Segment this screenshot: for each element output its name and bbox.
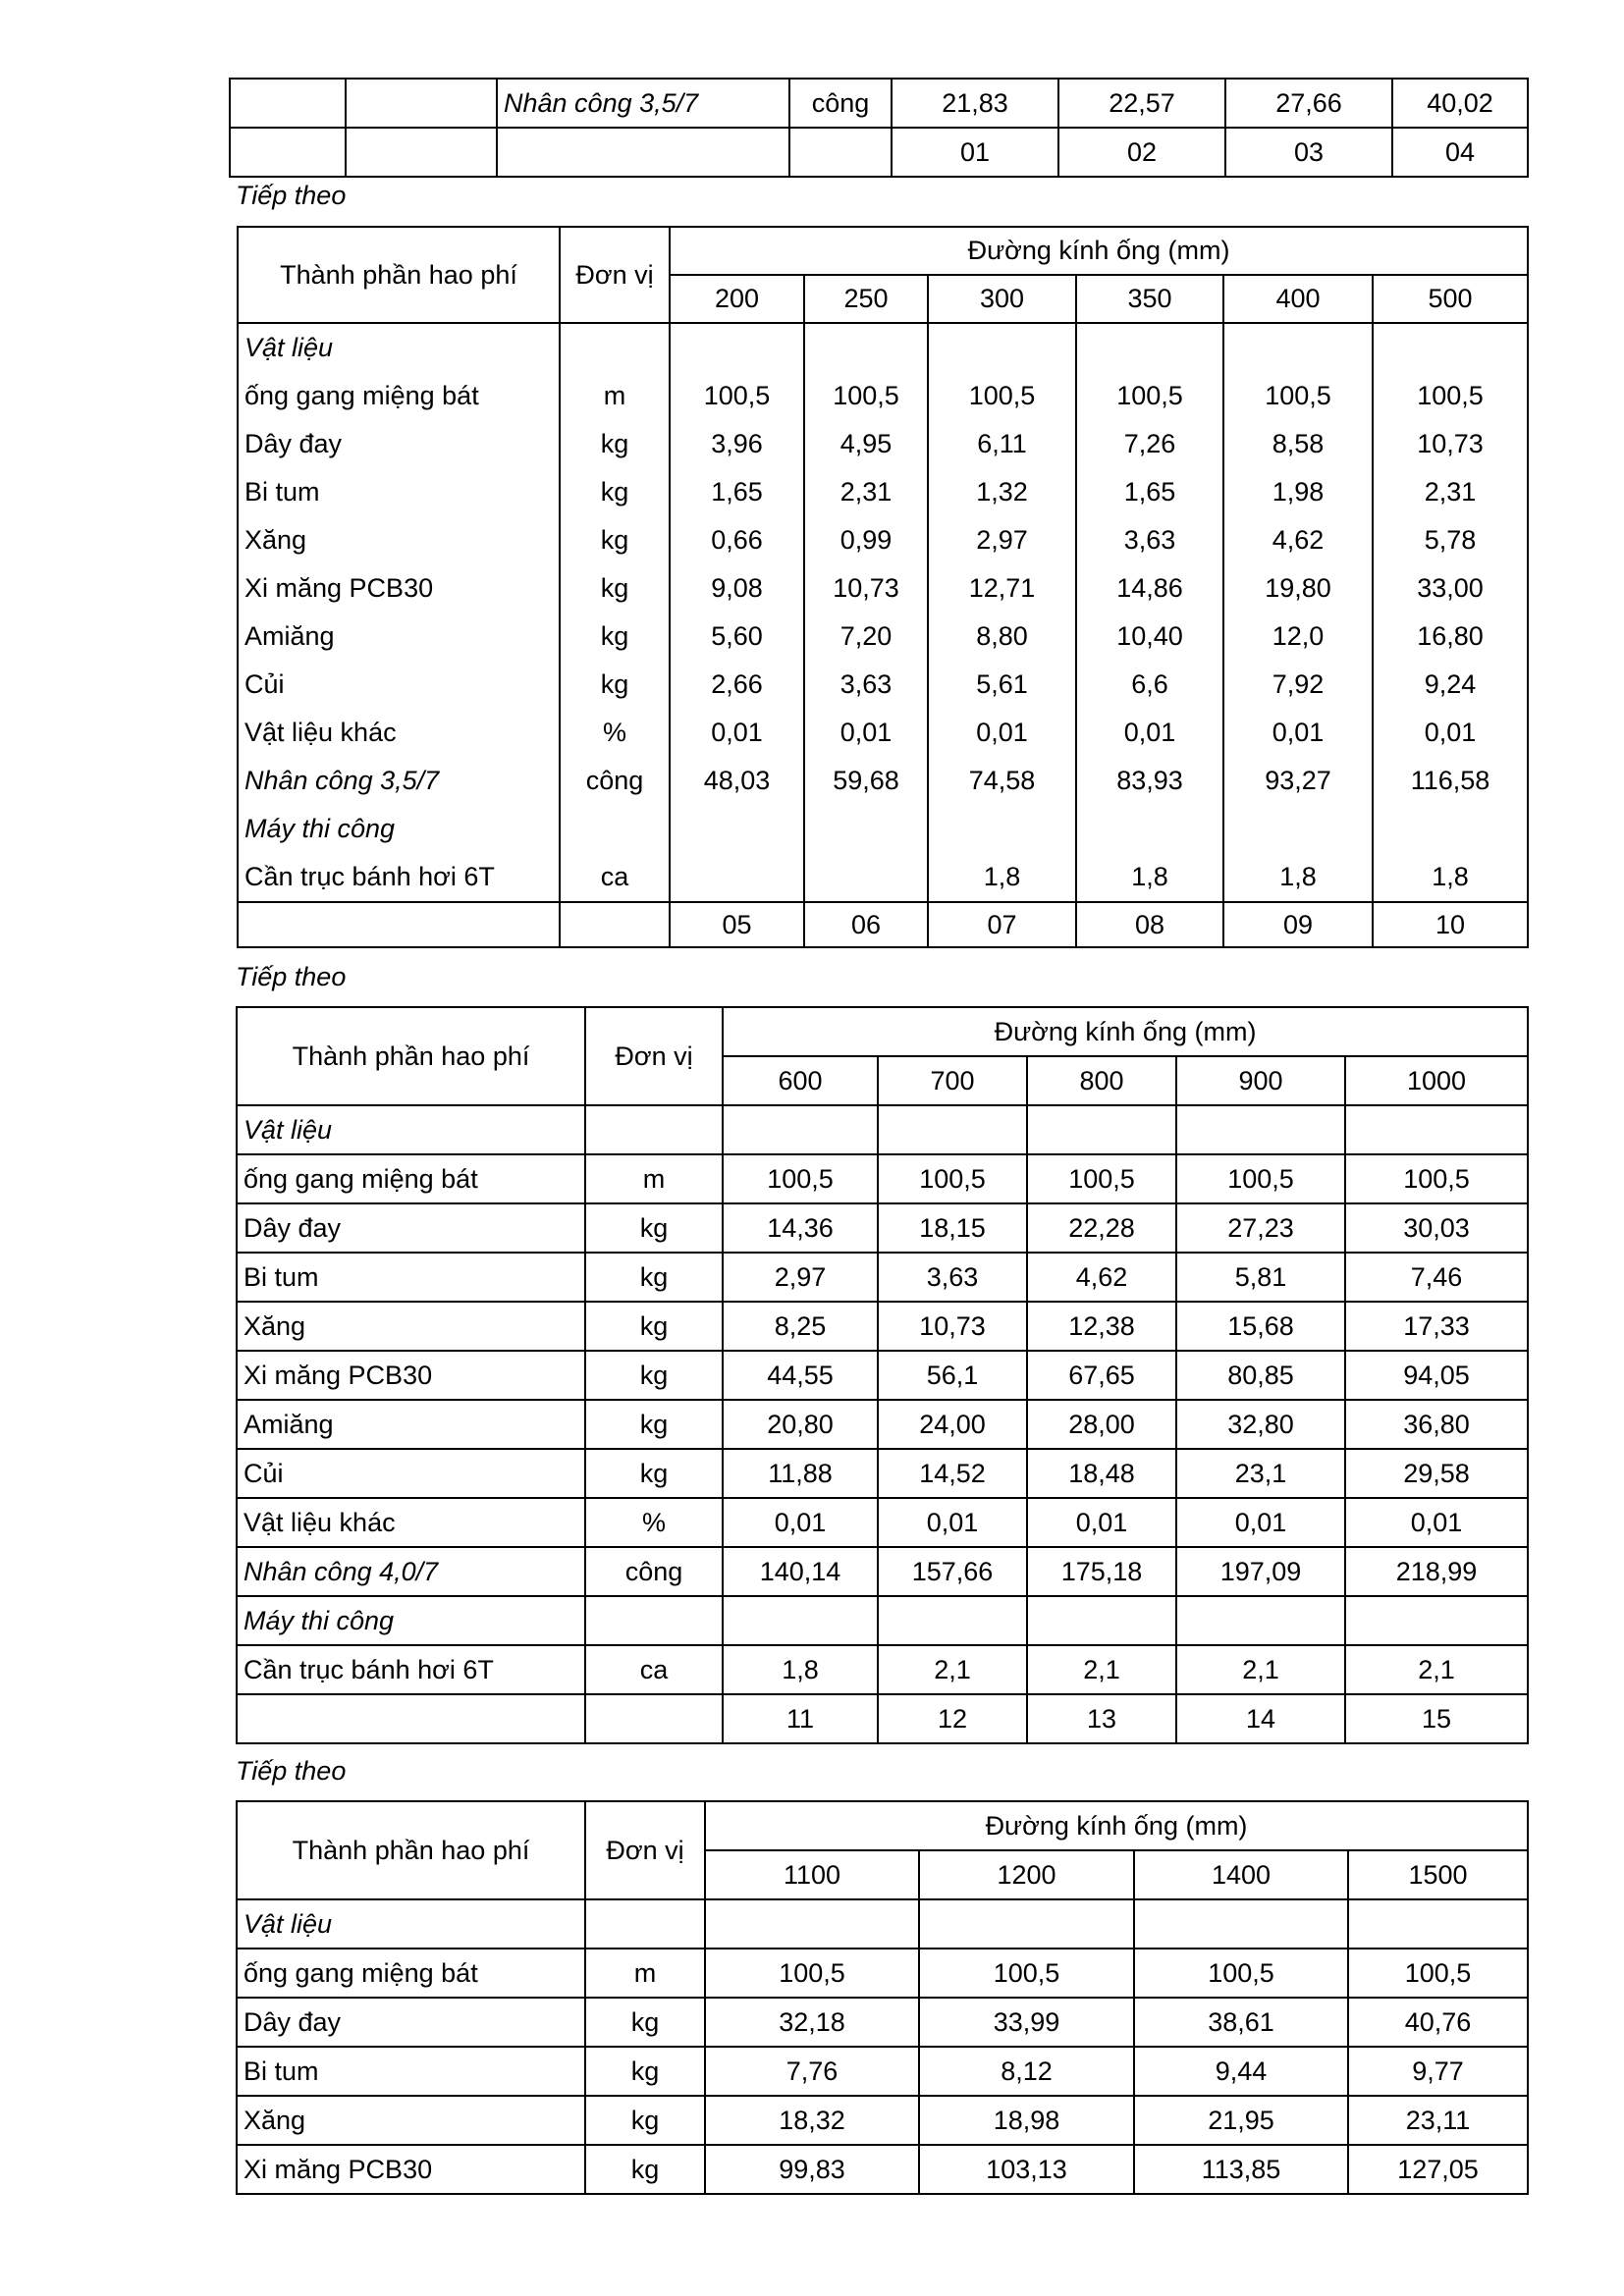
- cell-value: 100,5: [1176, 1154, 1345, 1203]
- row-name: Máy thi công: [244, 814, 396, 843]
- header-unit: Đơn vị: [585, 1801, 705, 1899]
- values-column: [928, 323, 1076, 902]
- cell-value: 6,6: [1131, 669, 1168, 699]
- cell-value: [1027, 1105, 1176, 1154]
- cell-value: [1348, 1899, 1528, 1949]
- code-cell: 12: [878, 1694, 1027, 1743]
- cell-value: 74,58: [968, 766, 1036, 795]
- cell-value: 56,1: [878, 1351, 1027, 1400]
- table-row: [237, 1547, 1528, 1596]
- header-unit: Đơn vị: [585, 1007, 723, 1105]
- cell-value: 3,63: [839, 669, 893, 699]
- values-column: [1076, 323, 1223, 902]
- row-unit: kg: [600, 669, 629, 699]
- cell-value: 100,5: [1417, 381, 1484, 410]
- table-row: [237, 2096, 1528, 2145]
- cell-value: 12,0: [1272, 621, 1325, 651]
- table-row: [237, 1302, 1528, 1351]
- cell-value: 2,97: [976, 525, 1028, 555]
- code-cell: 10: [1373, 902, 1528, 947]
- table-body: [238, 323, 1528, 947]
- cell-value: 8,25: [723, 1302, 878, 1351]
- row-name: Dây đay: [244, 429, 343, 458]
- cell-value: 21,83: [892, 79, 1058, 128]
- code-cell: 07: [928, 902, 1076, 947]
- row-unit: ca: [585, 1645, 723, 1694]
- cell-value: 12,38: [1027, 1302, 1176, 1351]
- cell-value: 23,1: [1176, 1449, 1345, 1498]
- row-unit: m: [585, 1154, 723, 1203]
- cell-value: 103,13: [919, 2145, 1134, 2194]
- row-name: Dây đay: [237, 1203, 585, 1253]
- continued-label: Tiếp theo: [236, 962, 347, 991]
- cell-value: 3,63: [1123, 525, 1176, 555]
- units-column: [560, 323, 670, 902]
- row-name: Vật liệu khác: [244, 718, 397, 747]
- row-unit: kg: [585, 1998, 705, 2047]
- cell-value: 2,97: [723, 1253, 878, 1302]
- cell-value: 12,71: [968, 573, 1036, 603]
- row-name: Xăng: [244, 525, 307, 555]
- body-block: [238, 323, 1528, 902]
- row-name: Xi măng PCB30: [237, 2145, 585, 2194]
- cell-value: 1,8: [723, 1645, 878, 1694]
- values-column: [1373, 323, 1528, 902]
- row-name: Cần trục bánh hơi 6T: [244, 862, 495, 891]
- diameter-cell: 1100: [705, 1850, 919, 1899]
- table-row: [237, 1203, 1528, 1253]
- row-name: Bi tum: [237, 1253, 585, 1302]
- values-column: [804, 323, 928, 902]
- row-unit: kg: [600, 621, 629, 651]
- cell-value: 4,62: [1027, 1253, 1176, 1302]
- cell-value: [1345, 1596, 1528, 1645]
- diameter-cell: 1200: [919, 1850, 1134, 1899]
- code-cell: 15: [1345, 1694, 1528, 1743]
- diameter-cell: 1000: [1345, 1056, 1528, 1105]
- cell-value: 1,8: [1279, 862, 1317, 891]
- cell-value: 4,62: [1272, 525, 1325, 555]
- row-name: Củi: [244, 669, 285, 699]
- row-unit: [585, 1105, 723, 1154]
- row-name: ống gang miệng bát: [237, 1154, 585, 1203]
- cell-value: 30,03: [1345, 1203, 1528, 1253]
- cell-value: 67,65: [1027, 1351, 1176, 1400]
- cell-value: 9,77: [1348, 2047, 1528, 2096]
- code-row: [238, 902, 1528, 947]
- cell-value: 6,11: [977, 429, 1027, 458]
- cell-value: 94,05: [1345, 1351, 1528, 1400]
- cell-value: [1027, 1596, 1176, 1645]
- cell-value: [1176, 1105, 1345, 1154]
- cell-value: 1,98: [1272, 477, 1325, 507]
- row-unit: %: [585, 1498, 723, 1547]
- cell-value: 218,99: [1345, 1547, 1528, 1596]
- cell-value: 28,00: [1027, 1400, 1176, 1449]
- table-row: [237, 2047, 1528, 2096]
- cell-value: 33,00: [1417, 573, 1484, 603]
- cell-value: 7,46: [1345, 1253, 1528, 1302]
- diameter-cell: 900: [1176, 1056, 1345, 1105]
- cell-value: 83,93: [1116, 766, 1183, 795]
- diameter-cell: 1500: [1348, 1850, 1528, 1899]
- diameter-cell: 350: [1076, 275, 1223, 323]
- cell-value: 8,12: [919, 2047, 1134, 2096]
- cell-value: 33,99: [919, 1998, 1134, 2047]
- cell-value: 0,01: [1345, 1498, 1528, 1547]
- row-name: Vật liệu: [237, 1105, 585, 1154]
- row-name: Bi tum: [237, 2047, 585, 2096]
- cell-value: 127,05: [1348, 2145, 1528, 2194]
- header-component: Thành phần hao phí: [238, 227, 560, 323]
- cell-value: 59,68: [833, 766, 899, 795]
- diameter-cell: 700: [878, 1056, 1027, 1105]
- code-cell: 01: [892, 128, 1058, 177]
- cell-value: 0,01: [711, 718, 763, 747]
- cell-value: 2,1: [1345, 1645, 1528, 1694]
- cell-value: 18,32: [705, 2096, 919, 2145]
- cell-value: 100,5: [705, 1949, 919, 1998]
- diameter-cell: 250: [804, 275, 928, 323]
- values-column: [1223, 323, 1373, 902]
- table-row: [237, 1449, 1528, 1498]
- table-body: [237, 1899, 1528, 2194]
- continued-label: Tiếp theo: [236, 181, 347, 210]
- row-name: Xi măng PCB30: [237, 1351, 585, 1400]
- diameter-cell: 300: [928, 275, 1076, 323]
- cell-value: 100,5: [833, 381, 899, 410]
- row-unit: kg: [600, 477, 629, 507]
- cell-value: 116,58: [1410, 766, 1490, 795]
- cell-value: 7,26: [1123, 429, 1176, 458]
- code-cell: 02: [1058, 128, 1225, 177]
- table-row: [237, 1400, 1528, 1449]
- cell-value: 9,08: [711, 573, 763, 603]
- header-diameter: Đường kính ống (mm): [705, 1801, 1528, 1850]
- row-unit: công: [789, 79, 892, 128]
- cell-value: 21,95: [1134, 2096, 1348, 2145]
- row-unit: công: [585, 766, 644, 795]
- cell-value: [805, 853, 927, 901]
- cell-value: 20,80: [723, 1400, 878, 1449]
- code-cell: 04: [1392, 128, 1528, 177]
- cell-value: 100,5: [1116, 381, 1183, 410]
- cell-value: 22,57: [1058, 79, 1225, 128]
- cell-value: 10,40: [1116, 621, 1183, 651]
- table-diameter-600-1000: [236, 1006, 1529, 1744]
- cell-value: 14,86: [1116, 573, 1183, 603]
- code-cell: 03: [1225, 128, 1392, 177]
- row-unit: ca: [600, 862, 629, 891]
- cell-value: 10,73: [1417, 429, 1484, 458]
- table-row: [237, 1253, 1528, 1302]
- names-column: [238, 323, 560, 902]
- cell-value: 2,31: [1424, 477, 1477, 507]
- cell-value: 3,63: [878, 1253, 1027, 1302]
- cell-value: 0,01: [878, 1498, 1027, 1547]
- cell-value: 1,8: [983, 862, 1021, 891]
- table-previous-continuation: [229, 78, 1529, 178]
- diameter-cell: 400: [1223, 275, 1373, 323]
- cell-value: 18,15: [878, 1203, 1027, 1253]
- cell-value: 175,18: [1027, 1547, 1176, 1596]
- row-name: ống gang miệng bát: [244, 381, 479, 410]
- row-unit: kg: [585, 1253, 723, 1302]
- cell-value: 3,96: [711, 429, 763, 458]
- row-unit: [561, 805, 669, 853]
- cell-value: [1345, 1105, 1528, 1154]
- cell-value: 0,01: [1027, 1498, 1176, 1547]
- cell-value: 29,58: [1345, 1449, 1528, 1498]
- table-row: [237, 1105, 1528, 1154]
- row-name: Dây đay: [237, 1998, 585, 2047]
- cell-value: 17,33: [1345, 1302, 1528, 1351]
- row-unit: kg: [600, 525, 629, 555]
- cell-value: 4,95: [839, 429, 893, 458]
- diameter-cell: 1400: [1134, 1850, 1348, 1899]
- diameter-cell: 200: [670, 275, 804, 323]
- cell-value: [1134, 1899, 1348, 1949]
- row-unit: kg: [585, 1302, 723, 1351]
- cell-value: [878, 1105, 1027, 1154]
- row-name: Vật liệu: [237, 1899, 585, 1949]
- table-row: [237, 1596, 1528, 1645]
- cell-value: 10,73: [878, 1302, 1027, 1351]
- cell-value: 27,66: [1225, 79, 1392, 128]
- row-unit: m: [603, 381, 626, 410]
- cell-value: [723, 1596, 878, 1645]
- cell-value: 18,48: [1027, 1449, 1176, 1498]
- cell-value: 1,32: [976, 477, 1028, 507]
- header-diameter: Đường kính ống (mm): [670, 227, 1528, 275]
- cell-value: 100,5: [1265, 381, 1331, 410]
- header-diameter: Đường kính ống (mm): [723, 1007, 1528, 1056]
- cell-value: 2,31: [839, 477, 893, 507]
- row-name: Xăng: [237, 1302, 585, 1351]
- row-unit: kg: [585, 1449, 723, 1498]
- cell-value: 8,58: [1272, 429, 1325, 458]
- row-unit: [585, 1899, 705, 1949]
- cell-value: 32,80: [1176, 1400, 1345, 1449]
- cell-value: 0,99: [839, 525, 893, 555]
- cell-value: 1,65: [1123, 477, 1176, 507]
- cell-value: 100,5: [919, 1949, 1134, 1998]
- row-unit: kg: [585, 1351, 723, 1400]
- cell-value: 14,36: [723, 1203, 878, 1253]
- cell-value: 18,98: [919, 2096, 1134, 2145]
- header-component: Thành phần hao phí: [237, 1007, 585, 1105]
- code-cell: 11: [723, 1694, 878, 1743]
- cell-value: 8,80: [976, 621, 1028, 651]
- header-unit: Đơn vị: [560, 227, 670, 323]
- values-column: [670, 323, 804, 902]
- cell-value: 93,27: [1265, 766, 1331, 795]
- row-unit: kg: [585, 1400, 723, 1449]
- table-header-row: [237, 1007, 1528, 1056]
- row-unit: kg: [585, 2145, 705, 2194]
- row-name: Máy thi công: [237, 1596, 585, 1645]
- cell-value: 100,5: [703, 381, 771, 410]
- cell-value: 7,76: [705, 2047, 919, 2096]
- cell-value: 157,66: [878, 1547, 1027, 1596]
- cell-value: 140,14: [723, 1547, 878, 1596]
- cell-value: [1176, 1596, 1345, 1645]
- cell-value: 0,66: [711, 525, 763, 555]
- row-name: Amiăng: [244, 621, 335, 651]
- table-header-row: [237, 1801, 1528, 1850]
- cell-value: 32,18: [705, 1998, 919, 2047]
- row-unit: kg: [600, 429, 629, 458]
- cell-value: 100,5: [878, 1154, 1027, 1203]
- cell-value: 44,55: [723, 1351, 878, 1400]
- row-name: Củi: [237, 1449, 585, 1498]
- table-row: [230, 128, 1528, 177]
- cell-value: 0,01: [1123, 718, 1176, 747]
- cell-value: 22,28: [1027, 1203, 1176, 1253]
- diameter-cell: 600: [723, 1056, 878, 1105]
- cell-value: 38,61: [1134, 1998, 1348, 2047]
- diameter-cell: 800: [1027, 1056, 1176, 1105]
- cell-value: 2,1: [1176, 1645, 1345, 1694]
- continued-label: Tiếp theo: [236, 1756, 347, 1786]
- cell-value: 2,1: [1027, 1645, 1176, 1694]
- cell-value: 80,85: [1176, 1351, 1345, 1400]
- cell-value: 36,80: [1345, 1400, 1528, 1449]
- row-unit: m: [585, 1949, 705, 1998]
- cell-value: 100,5: [968, 381, 1036, 410]
- cell-value: 40,02: [1392, 79, 1528, 128]
- cell-value: 9,44: [1134, 2047, 1348, 2096]
- cell-value: 0,01: [723, 1498, 878, 1547]
- row-name: Nhân công 3,5/7: [244, 766, 440, 795]
- cell-value: 0,01: [1424, 718, 1477, 747]
- cell-value: 0,01: [839, 718, 893, 747]
- header-component: Thành phần hao phí: [237, 1801, 585, 1899]
- diameter-cell: 500: [1373, 275, 1528, 323]
- cell-value: 11,88: [723, 1449, 878, 1498]
- table-diameter-1100-1500: [236, 1800, 1529, 2195]
- cell-value: 2,1: [878, 1645, 1027, 1694]
- cell-value: 14,52: [878, 1449, 1027, 1498]
- cell-value: 5,78: [1424, 525, 1477, 555]
- row-name: Nhân công 3,5/7: [497, 79, 789, 128]
- row-name: Cần trục bánh hơi 6T: [237, 1645, 585, 1694]
- row-unit: [585, 1596, 723, 1645]
- table-row: [237, 1899, 1528, 1949]
- cell-value: [723, 1105, 878, 1154]
- code-cell: 05: [670, 902, 804, 947]
- cell-value: [878, 1596, 1027, 1645]
- row-name: Amiăng: [237, 1400, 585, 1449]
- table-body: [237, 1105, 1528, 1743]
- cell-value: 5,61: [976, 669, 1028, 699]
- row-name: Bi tum: [244, 477, 320, 507]
- table-diameter-200-500: [237, 226, 1529, 948]
- cell-value: 0,01: [1272, 718, 1325, 747]
- code-cell: 09: [1223, 902, 1373, 947]
- cell-value: 2,66: [711, 669, 763, 699]
- table-row: [237, 2145, 1528, 2194]
- cell-value: 0,01: [976, 718, 1028, 747]
- cell-value: 0,01: [1176, 1498, 1345, 1547]
- row-unit: kg: [585, 2047, 705, 2096]
- cell-value: 197,09: [1176, 1547, 1345, 1596]
- cell-value: 100,5: [1345, 1154, 1528, 1203]
- cell-value: 19,80: [1265, 573, 1331, 603]
- cell-value: 40,76: [1348, 1998, 1528, 2047]
- code-cell: 06: [804, 902, 928, 947]
- cell-value: 15,68: [1176, 1302, 1345, 1351]
- row-unit: [561, 324, 669, 372]
- cell-value: 5,60: [711, 621, 763, 651]
- table-header-row: [238, 227, 1528, 275]
- cell-value: 7,92: [1272, 669, 1325, 699]
- cell-value: 10,73: [833, 573, 899, 603]
- code-cell: 13: [1027, 1694, 1176, 1743]
- cell-value: 5,81: [1176, 1253, 1345, 1302]
- cell-value: [705, 1899, 919, 1949]
- row-name: Vật liệu: [244, 333, 334, 362]
- cell-value: 1,65: [711, 477, 763, 507]
- cell-value: 7,20: [839, 621, 893, 651]
- table-row: [237, 1351, 1528, 1400]
- cell-value: 1,8: [1432, 862, 1469, 891]
- cell-value: 24,00: [878, 1400, 1027, 1449]
- cell-value: 100,5: [723, 1154, 878, 1203]
- table-row: [237, 1998, 1528, 2047]
- cell-value: 1,8: [1131, 862, 1168, 891]
- cell-value: 113,85: [1134, 2145, 1348, 2194]
- row-name: Vật liệu khác: [237, 1498, 585, 1547]
- cell-value: 27,23: [1176, 1203, 1345, 1253]
- code-cell: 08: [1076, 902, 1223, 947]
- cell-value: 100,5: [1348, 1949, 1528, 1998]
- cell-value: 48,03: [703, 766, 771, 795]
- row-name: Xăng: [237, 2096, 585, 2145]
- row-unit: kg: [585, 1203, 723, 1253]
- cell-value: 16,80: [1417, 621, 1484, 651]
- row-unit: kg: [600, 573, 629, 603]
- cell-value: 23,11: [1348, 2096, 1528, 2145]
- code-row: [237, 1694, 1528, 1743]
- cell-value: [919, 1899, 1134, 1949]
- cell-value: 9,24: [1424, 669, 1477, 699]
- row-name: ống gang miệng bát: [237, 1949, 585, 1998]
- row-name: Nhân công 4,0/7: [237, 1547, 585, 1596]
- table-row: [237, 1154, 1528, 1203]
- row-unit: %: [602, 718, 626, 747]
- table-row: [237, 1949, 1528, 1998]
- code-cell: 14: [1176, 1694, 1345, 1743]
- cell-value: 100,5: [1027, 1154, 1176, 1203]
- row-unit: công: [585, 1547, 723, 1596]
- table-row: [237, 1498, 1528, 1547]
- cell-value: 99,83: [705, 2145, 919, 2194]
- cell-value: 100,5: [1134, 1949, 1348, 1998]
- cell-value: [671, 853, 803, 901]
- table-row: [237, 1645, 1528, 1694]
- row-unit: kg: [585, 2096, 705, 2145]
- table-row: [230, 79, 1528, 128]
- row-name: Xi măng PCB30: [244, 573, 434, 603]
